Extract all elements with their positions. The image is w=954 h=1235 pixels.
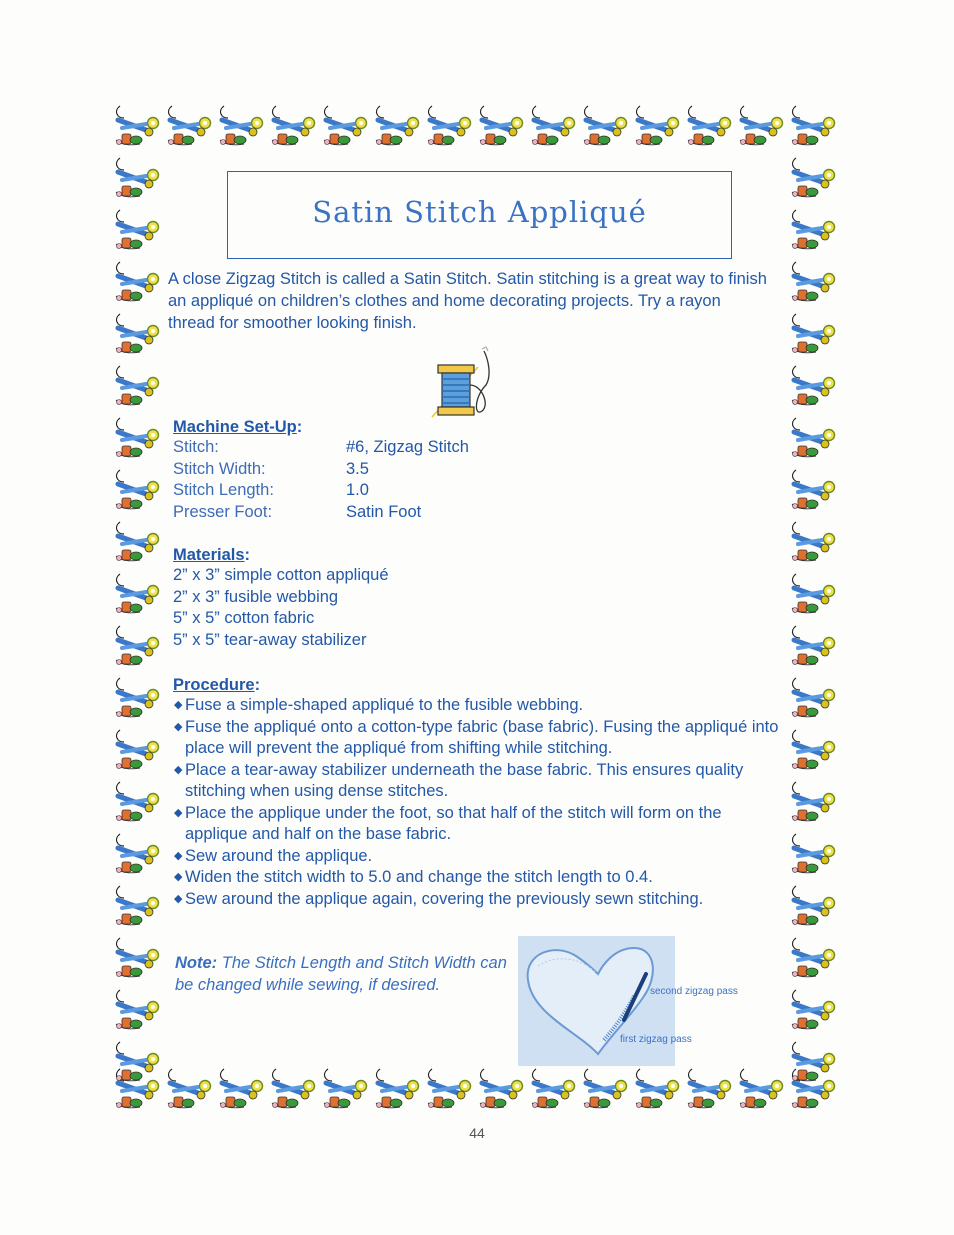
setup-label: Presser Foot: bbox=[173, 502, 273, 521]
procedure-step bbox=[173, 846, 785, 868]
procedure-step-text: Place a tear-away stabilizer underneath the base fabric. This ensures quality stitching when using dense stitches. bbox=[185, 760, 744, 800]
materials-heading: Materials bbox=[173, 546, 245, 564]
scissors-thread-icon bbox=[788, 932, 840, 984]
scissors-thread-icon bbox=[268, 1063, 320, 1115]
machine-setup-table bbox=[173, 437, 469, 523]
scissors-thread-icon bbox=[164, 1063, 216, 1115]
setup-label: Stitch Width: bbox=[173, 459, 266, 478]
setup-value: 1.0 bbox=[346, 481, 369, 499]
materials-item: 2” x 3” fusible webbing bbox=[173, 587, 339, 606]
scissors-thread-icon bbox=[788, 308, 840, 360]
scissors-thread-icon bbox=[112, 360, 164, 412]
scissors-thread-icon bbox=[788, 412, 840, 464]
page-title: Satin Stitch Appliqué bbox=[312, 195, 647, 229]
scissors-thread-icon bbox=[112, 308, 164, 360]
scissors-thread-icon bbox=[112, 100, 164, 152]
scissors-thread-icon bbox=[216, 1063, 268, 1115]
procedure-heading: Procedure bbox=[173, 676, 255, 694]
scissors-thread-icon bbox=[112, 1036, 164, 1088]
heart-figure bbox=[518, 936, 675, 1066]
scissors-thread-icon bbox=[788, 516, 840, 568]
bullet-icon: ◆ bbox=[174, 849, 183, 862]
scissors-thread-icon bbox=[528, 1063, 580, 1115]
scissors-thread-icon bbox=[788, 828, 840, 880]
procedure-step bbox=[173, 867, 785, 889]
scissors-thread-icon bbox=[788, 100, 840, 152]
note-label: Note: bbox=[175, 954, 218, 972]
scissors-thread-icon bbox=[112, 776, 164, 828]
note bbox=[175, 953, 520, 996]
scissors-thread-icon bbox=[112, 256, 164, 308]
page-number: 44 bbox=[469, 1125, 485, 1141]
scissors-thread-icon bbox=[788, 776, 840, 828]
setup-label: Stitch Length: bbox=[173, 481, 274, 499]
intro-paragraph: A close Zigzag Stitch is called a Satin Stitch. Satin stitching is a great way to finish an appliqué on children’s clothes and home decorating projects. Try a rayon thread for smoother looking finish. bbox=[168, 270, 767, 332]
scissors-thread-icon bbox=[736, 1063, 788, 1115]
scissors-thread-icon bbox=[788, 880, 840, 932]
scissors-thread-icon bbox=[372, 1063, 424, 1115]
scissors-thread-icon bbox=[788, 464, 840, 516]
scissors-thread-icon bbox=[372, 100, 424, 152]
scissors-thread-icon bbox=[424, 1063, 476, 1115]
procedure-step-text: Place the applique under the foot, so that half of the stitch will form on the applique and half on the base fabric. bbox=[185, 803, 722, 843]
scissors-thread-icon bbox=[684, 100, 736, 152]
materials-list bbox=[173, 565, 389, 651]
scissors-thread-icon bbox=[112, 828, 164, 880]
materials-item: 2” x 3” simple cotton appliqué bbox=[173, 566, 389, 584]
scissors-thread-icon bbox=[788, 204, 840, 256]
procedure-step bbox=[173, 760, 785, 803]
title-box bbox=[227, 171, 732, 259]
scissors-thread-icon bbox=[112, 984, 164, 1036]
setup-label: Stitch: bbox=[173, 438, 219, 456]
first-pass-label: first zigzag pass bbox=[620, 1034, 692, 1045]
scissors-thread-icon bbox=[320, 100, 372, 152]
scissors-thread-icon bbox=[580, 100, 632, 152]
procedure-step-text: Fuse the appliqué onto a cotton-type fabric (base fabric). Fusing the appliqué into place will prevent the appliqué from shifting while stitching. bbox=[185, 717, 779, 757]
scissors-thread-icon bbox=[736, 100, 788, 152]
setup-value: 3.5 bbox=[346, 459, 369, 478]
bullet-icon: ◆ bbox=[174, 699, 183, 711]
scissors-thread-icon bbox=[112, 672, 164, 724]
materials-item: 5” x 5” tear-away stabilizer bbox=[173, 630, 367, 649]
scissors-thread-icon bbox=[112, 620, 164, 672]
scissors-thread-icon bbox=[112, 412, 164, 464]
scissors-thread-icon bbox=[632, 100, 684, 152]
machine-setup-heading: Machine Set-Up bbox=[173, 418, 297, 436]
scissors-thread-icon bbox=[580, 1063, 632, 1115]
scissors-thread-icon bbox=[112, 204, 164, 256]
bullet-icon: ◆ bbox=[174, 871, 183, 883]
scissors-thread-icon bbox=[268, 100, 320, 152]
scissors-thread-icon bbox=[320, 1063, 372, 1115]
bullet-icon: ◆ bbox=[174, 892, 183, 905]
decorative-border-right bbox=[788, 152, 840, 1088]
scissors-thread-icon bbox=[788, 672, 840, 724]
decorative-border-left bbox=[112, 152, 164, 1088]
scissors-thread-icon bbox=[528, 100, 580, 152]
scissors-thread-icon bbox=[216, 100, 268, 152]
scissors-thread-icon bbox=[788, 984, 840, 1036]
scissors-thread-icon bbox=[632, 1063, 684, 1115]
procedure-step-text: Fuse a simple-shaped appliqué to the fusible webbing. bbox=[185, 696, 584, 714]
scissors-thread-icon bbox=[112, 880, 164, 932]
scissors-thread-icon bbox=[476, 1063, 528, 1115]
scissors-thread-icon bbox=[112, 464, 164, 516]
scissors-thread-icon bbox=[788, 152, 840, 204]
thread-spool-icon bbox=[420, 345, 506, 421]
decorative-border-bottom bbox=[112, 1063, 840, 1115]
scissors-thread-icon bbox=[112, 568, 164, 620]
decorative-border-top bbox=[112, 100, 840, 152]
scissors-thread-icon bbox=[788, 568, 840, 620]
scissors-thread-icon bbox=[788, 724, 840, 776]
setup-value: Satin Foot bbox=[346, 502, 422, 521]
procedure-step bbox=[173, 717, 785, 760]
scissors-thread-icon bbox=[788, 256, 840, 308]
heart-applique-illustration bbox=[518, 936, 675, 1066]
bullet-icon: ◆ bbox=[174, 720, 183, 733]
bullet-icon: ◆ bbox=[174, 806, 183, 819]
scissors-thread-icon bbox=[684, 1063, 736, 1115]
procedure-step-text: Widen the stitch width to 5.0 and change the stitch length to 0.4. bbox=[185, 868, 653, 886]
procedure-step-text: Sew around the applique. bbox=[185, 846, 373, 865]
scissors-thread-icon bbox=[112, 152, 164, 204]
setup-value: #6, Zigzag Stitch bbox=[346, 438, 469, 456]
scissors-thread-icon bbox=[112, 932, 164, 984]
procedure-step bbox=[173, 695, 785, 717]
scissors-thread-icon bbox=[788, 620, 840, 672]
scissors-thread-icon bbox=[788, 1036, 840, 1088]
scissors-thread-icon bbox=[112, 724, 164, 776]
procedure-step bbox=[173, 889, 785, 911]
materials-item: 5” x 5” cotton fabric bbox=[173, 609, 315, 627]
scissors-thread-icon bbox=[164, 100, 216, 152]
procedure-list bbox=[173, 695, 785, 910]
note-text: The Stitch Length and Stitch Width can be changed while sewing, if desired. bbox=[175, 954, 507, 994]
scissors-thread-icon bbox=[112, 516, 164, 568]
bullet-icon: ◆ bbox=[174, 763, 183, 776]
procedure-step-text: Sew around the applique again, covering the previously sewn stitching. bbox=[185, 889, 704, 908]
machine-setup-section: Machine Set-Up: Stitch: #6, Zigzag Stitch Stitch Width: 3.5 Stitch Length: 1.0 Presser Foot: Satin Foot bbox=[173, 418, 469, 523]
scissors-thread-icon bbox=[788, 360, 840, 412]
scissors-thread-icon bbox=[476, 100, 528, 152]
scissors-thread-icon bbox=[424, 100, 476, 152]
second-pass-label: second zigzag pass bbox=[650, 986, 738, 997]
procedure-section: Procedure: ◆ Fuse a simple-shaped appliqué to the fusible webbing. ◆ Fuse the appliqué onto a cotton-type fabric (base fabric). Fusing the appliqué into place will prevent the appliqué from shifting while stitching. ◆ Place a tear-away stabilizer underneath the base fabric. This ensures quality stitching when using dense stitches. ◆ Place the applique under the foot, so that half of the stitch will form on the applique and half on the base fabric. ◆ Sew around the applique. ◆ Widen the stitch width to 5.0 and change the stitch length to 0.4. ◆ Sew around the applique again, covering the previously sewn stitching. bbox=[173, 676, 785, 910]
materials-section: Materials: 2” x 3” simple cotton appliqué 2” x 3” fusible webbing 5” x 5” cotton fabric 5” x 5” tear-away stabilizer bbox=[173, 546, 389, 651]
procedure-step bbox=[173, 803, 785, 846]
